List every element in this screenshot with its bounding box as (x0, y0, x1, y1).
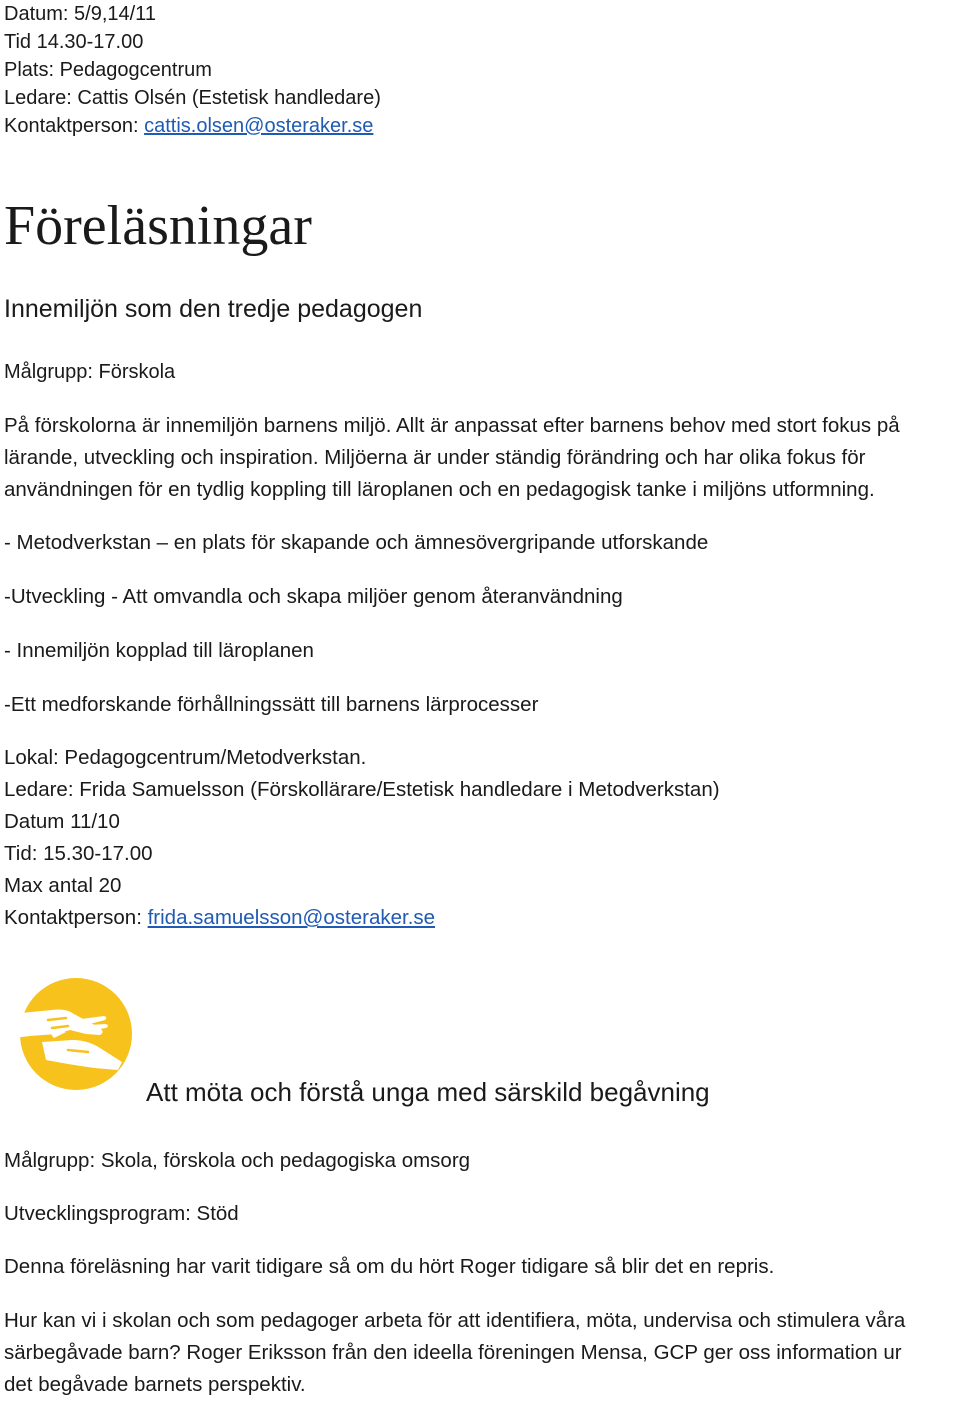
lecture2-target-group: Målgrupp: Skola, förskola och pedagogiska omsorg (4, 1149, 471, 1172)
lecture1-max: Max antal 20 (4, 874, 122, 897)
lecture1-title: Innemiljön som den tredje pedagogen (4, 295, 423, 323)
lecture1-location: Lokal: Pedagogcentrum/Metodverkstan. (4, 746, 367, 769)
lecture2-description: Hur kan vi i skolan och som pedagoger arbeta för att identifiera, möta, undervisa och stimulera våra särbegåvade barn? Roger Eriksson från den ideella föreningen Mensa, GCP ger oss information ur det begåvade barnets perspektiv. (4, 1309, 906, 1396)
lecture1-point: - Metodverkstan – en plats för skapande och ämnesövergripande utforskande (4, 531, 709, 554)
lecture1-contact-email-link[interactable]: frida.samuelsson@osteraker.se (147, 906, 436, 929)
lecture1-date: Datum 11/10 (4, 810, 120, 833)
header-place: Plats: Pedagogcentrum (4, 59, 212, 81)
lecture1-point: -Utveckling - Att omvandla och skapa miljöer genom återanvändning (4, 585, 623, 608)
header-contact-email-link[interactable]: cattis.olsen@osteraker.se (144, 115, 374, 137)
header-contact (4, 112, 373, 140)
lecture2-program: Utvecklingsprogram: Stöd (4, 1202, 239, 1225)
page-title: Föreläsningar (4, 195, 312, 257)
lecture2-title: Att möta och förstå unga med särskild begåvning (146, 1077, 710, 1107)
lecture1-time: Tid: 15.30-17.00 (4, 842, 153, 865)
lecture1-contact-label: Kontaktperson: (4, 906, 148, 929)
header-leader: Ledare: Cattis Olsén (Estetisk handledare) (4, 87, 381, 109)
lecture1-description: På förskolorna är innemiljön barnens miljö. Allt är anpassat efter barnens behov med stort fokus på lärande, utveckling och inspiration. Miljöerna är under ständig förändring och har olika fokus för användningen för en tydlig koppling till läroplanen och en pedagogisk tanke i miljöns utformning. (4, 414, 900, 501)
hands-logo-icon (8, 970, 138, 1090)
lecture1-point: -Ett medforskande förhållningssätt till barnens lärprocesser (4, 693, 539, 716)
lecture1-leader: Ledare: Frida Samuelsson (Förskollärare/Estetisk handledare i Metodverkstan) (4, 778, 720, 801)
header-date: Datum: 5/9,14/11 (4, 3, 156, 25)
header-time: Tid 14.30-17.00 (4, 31, 144, 53)
lecture1-contact (4, 902, 435, 934)
header-contact-label: Kontaktperson: (4, 115, 145, 137)
lecture2-rerun-note: Denna föreläsning har varit tidigare så om du hört Roger tidigare så blir det en repris. (4, 1255, 775, 1278)
lecture1-point: - Innemiljön kopplad till läroplanen (4, 639, 314, 662)
lecture1-target-group: Målgrupp: Förskola (4, 361, 176, 383)
